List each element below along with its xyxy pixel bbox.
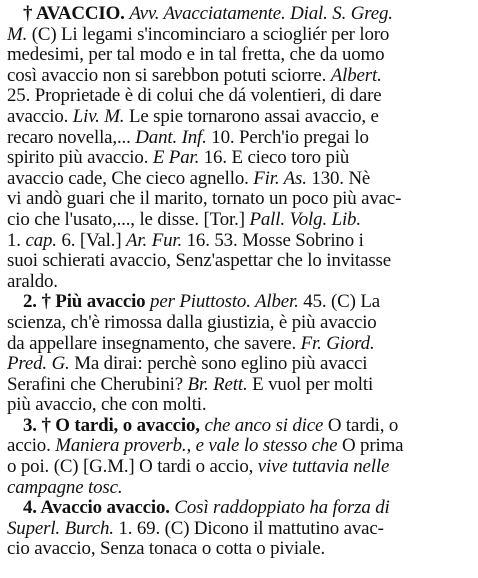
text-line (7, 231, 470, 252)
text-segment: 1. 69. (C) Dicono il mattutino avac- (118, 518, 384, 539)
text-segment: 16. E cieco toro più (203, 148, 350, 169)
entry-o-tardi-o-avaccio (7, 416, 470, 498)
text-line (7, 66, 470, 87)
italic-text: Pall. Volg. Lib. (249, 209, 361, 230)
text-line (7, 148, 470, 169)
italic-text: per Piuttosto. Alber. (150, 292, 304, 313)
text-line (7, 436, 470, 457)
italic-text: Ar. Fur. (126, 230, 187, 251)
text-line (7, 313, 470, 334)
italic-text: E Par. (152, 148, 204, 169)
entry-piu-avaccio (7, 292, 470, 416)
italic-text: Pred. G. (7, 354, 75, 375)
text-segment: araldo. (7, 271, 58, 292)
text-line (7, 128, 470, 149)
text-segment: 16. 53. Mosse Sobrino i (186, 230, 364, 251)
italic-text: vive tuttavia nelle (257, 457, 390, 478)
italic-text: Albert. (330, 65, 382, 86)
text-segment: 45. (C) La (303, 292, 380, 313)
italic-text: Avv. Avacciatamente. Dial. S. Greg. (129, 4, 393, 24)
entry-avaccio (7, 4, 470, 292)
text-line (7, 334, 470, 355)
headword: 3. † O tardi, o avaccio, (23, 415, 205, 436)
text-segment: vi andò guari che il marito, tornato un poco più avac- (7, 189, 402, 210)
text-line (7, 189, 470, 210)
italic-text: Liv. M. (72, 106, 129, 127)
text-line (7, 354, 470, 375)
text-segment: spirito più avaccio. (7, 148, 153, 169)
text-segment: accio. (7, 436, 56, 457)
text-line (7, 498, 470, 519)
text-line (7, 25, 470, 46)
text-segment: 10. Perch'io pregai lo (211, 127, 369, 148)
italic-text: Fr. Giord. (300, 333, 375, 354)
text-line (7, 292, 470, 313)
headword: 2. † Più avaccio (23, 292, 151, 313)
text-segment: (C) Li legami s'incominciaro a sciogliér per loro (31, 24, 390, 45)
text-line (7, 519, 470, 540)
italic-text: campagne tosc. (7, 477, 123, 498)
text-segment: medesimi, per tal modo e in tal fretta, che da uomo (7, 45, 385, 66)
text-segment: E vuol per molti (252, 374, 374, 395)
headword: † AVACCIO. (23, 4, 130, 24)
italic-text: che anco si dice (204, 415, 328, 436)
text-line (7, 107, 470, 128)
text-segment: avaccio. (7, 106, 73, 127)
text-segment: recaro novella,... (7, 127, 136, 148)
text-segment: 6. [Val.] (61, 230, 127, 251)
italic-text: cap. (25, 230, 62, 251)
italic-text: Maniera proverb., e vale lo stesso che (55, 436, 342, 457)
text-line (7, 45, 470, 66)
italic-text: Superl. Burch. (7, 518, 119, 539)
text-segment: cio che l'usato,..., le disse. [Tor.] (7, 209, 250, 230)
text-segment: da appellare insegnamento, che savere. (7, 333, 301, 354)
text-line (7, 210, 470, 231)
text-segment: avaccio cade, Che cieco agnello. (7, 168, 254, 189)
text-segment: suoi schierati avaccio, Senz'aspettar che lo invitasse (7, 251, 391, 272)
headword: 4. Avaccio avaccio. (23, 498, 175, 519)
text-line (7, 478, 470, 499)
text-line (7, 395, 470, 416)
italic-text: Fir. As. (253, 168, 312, 189)
text-segment: O tardi, o (327, 415, 399, 436)
text-segment: o poi. (C) [G.M.] O tardi o accio, (7, 457, 258, 478)
text-segment: Serafini che Cherubini? (7, 374, 188, 395)
text-segment: O prima (341, 436, 404, 457)
text-line (7, 86, 470, 107)
text-segment: più avaccio, che con molti. (7, 395, 207, 416)
text-segment: 25. Proprietade è di colui che dá volentieri, di dare (7, 86, 382, 107)
text-line (7, 272, 470, 293)
text-line (7, 416, 470, 437)
text-line (7, 457, 470, 478)
text-segment: così avaccio non si sarebbon potuti sciorre. (7, 65, 331, 86)
text-segment: 130. Nè (311, 168, 371, 189)
text-line (7, 4, 470, 25)
italic-text: Dant. Inf. (135, 127, 212, 148)
text-segment: cio avaccio, Senza tonaca o cotta o piviale. (7, 539, 326, 560)
text-line (7, 539, 470, 560)
italic-text: Br. Rett. (187, 374, 253, 395)
italic-text: Così raddoppiato ha forza di (174, 498, 390, 519)
text-line (7, 169, 470, 190)
text-segment: scienza, ch'è rimossa dalla giustizia, è più avaccio (7, 312, 377, 333)
text-segment: 1. (7, 230, 26, 251)
text-line (7, 375, 470, 396)
text-segment: Le spie tornarono assai avaccio, e (128, 106, 379, 127)
text-line (7, 251, 470, 272)
entry-avaccio-avaccio (7, 498, 470, 560)
text-segment: Ma dirai: perchè sono eglino più avacci (74, 354, 368, 375)
italic-text: M. (7, 24, 32, 45)
